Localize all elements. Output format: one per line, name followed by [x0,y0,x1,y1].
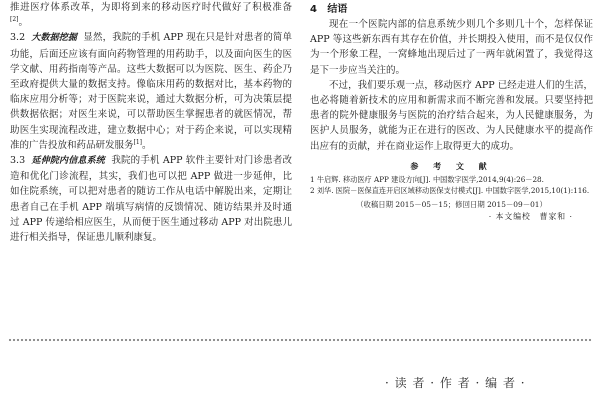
section-3-3-paragraph [10,153,292,245]
section-3-2-body: 显然，我院的手机 APP 现在只是针对患者的简单功能，后面还应该有面向药物管理的用药助手，以及面向医生的医学文献、用药指南等产品。这些大数据可以为医院、医生、药企乃至政府提供大量的数据支持。像临床用药的数据对比，基本药物的临床应用分析等；对于医院来说，通过大数据分析，可为决策层提供数据依据；对医生来说，可以帮助医生掌握患者的就医情况，帮助医生实现流程改进，建立数据中心；对于药企来说，可以实现精准的广告投放和药品研发服务 [10,32,292,151]
reference-item: 1 牛启辉. 移动医疗 APP 建设方向[J]. 中国数字医学,2014,9(4):26－28. [310,174,544,184]
conclusion-paragraph-2: 不过，我们要乐观一点，移动医疗 APP 已经走进人们的生活，也必将随着新技术的应用和新需求而不断完善和发展。只要坚持把患者的院外健康服务与医院的治疗结合起来，为人民健康服务，为医护人员服务，就能为正在进行的医改、为人民健康水平的提高作出应有的贡献，并在商业运作上取得更大的成功。 [310,79,593,152]
conclusion-paragraph-1: 现在一个医院内部的信息系统少则几个多则几十个，怎样保证 APP 等这些新东西有其存在价值，并长期投入使用，而不是仅仅作为一个形象工程，一窝蜂地出现后过了一两年就闲置了，我觉得这是下一步应当关注的。 [310,19,593,76]
conclusion-heading [310,2,593,17]
column-footer-label: · 读 者 · 作 者 · 编 者 · [385,376,526,390]
received-date-note: （收稿日期 2015－05－15；修回日期 2015－09－01） [356,199,547,209]
section-3-2-paragraph: 3.2 大数据挖掘 显然，我院的手机 APP 现在只是针对患者的简单功能，后面还应该有面向药物管理的用药助手，以及面向医生的医学文献、用药指南等产品。这些大数据可以为医院、医生、药企乃至政府提供大量的数据支持。像临床用药的数据对比，基本药物的临床应用分析等；对于医院来说，通过大数据分析，可为决策层提供数据依据；对医生来说，可以帮助医生掌握患者的就医情况，帮助医生实现流程改进，建立数据中心；对于药企来说，可以实现精准的广告投放和药品研发服务[1]。 [10,32,292,151]
references-heading: 参 考 文 献 [410,161,493,171]
intro-tail-paragraph: 推进医疗体系改革，为即将到来的移动医疗时代做好了积极准备[2]。 [10,2,292,29]
section-3-2-title: 大数据挖掘 [31,33,78,44]
right-column [310,0,593,223]
citation-marker: [2] [10,16,19,24]
section-title: 结语 [327,4,348,15]
intro-tail-text: 推进医疗体系改革，为即将到来的移动医疗时代做好了积极准备 [10,2,292,13]
citation-marker: [1] [133,138,143,146]
editor-note: · 本文编校 曹家和 · [488,211,573,221]
section-3-3-body: 我院的手机 APP 软件主要针对门诊患者改造和优化门诊流程，其实，我们也可以把 APP 做进一步延伸，比如住院系统，可以把对患者的随访工作从电话中解脱出来，定期让患者自己在手机 APP 端填写病情的反馈情况、随访结果并及时通过 APP 传递给相应医生，从而便于医生通过移动 APP 对出院患儿进行相关指导，保证患儿顺利康复。 [10,155,292,244]
section-3-3-title: 延伸院内信息系统 [31,156,105,167]
dotted-divider [8,338,592,346]
left-column [10,0,292,245]
section-number: 4 [310,4,317,15]
section-number: 3.2 [10,32,26,44]
reference-item: 2 刘华. 医院－医保直连开启区域移动医保支付模式[J]. 中国数字医学,2015,10(1):116. [310,186,590,196]
section-number: 3.3 [10,155,26,167]
